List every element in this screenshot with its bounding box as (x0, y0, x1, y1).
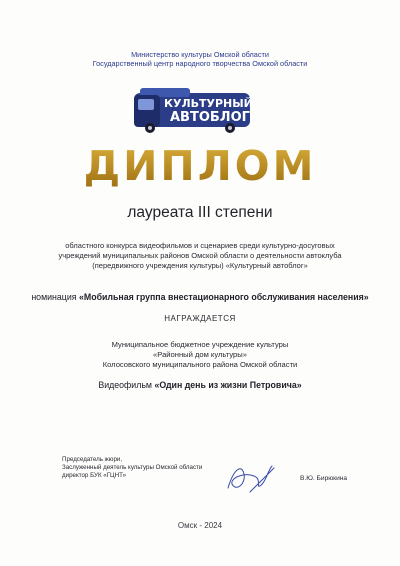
ministry-header: Министерство культуры Омской области (131, 50, 269, 59)
nomination (0, 292, 400, 302)
logo-line2: АВТОБЛОГ (170, 110, 250, 125)
signatory-line-1: Председатель жюри, (62, 456, 123, 463)
description-line-2: учреждений муниципальных районов Омской области о деятельности автоклуба (58, 251, 342, 260)
description-line-3: (передвижного учреждения культуры) «Культурный автоблог» (92, 261, 308, 270)
signatory-name: В.Ю. Бирюкина (300, 475, 348, 482)
handwritten-signature (220, 458, 280, 498)
description-line-1: областного конкурса видеофильмов и сценариев среди культурно-досуговых (65, 241, 335, 250)
awarded-heading: НАГРАЖДАЕТСЯ (164, 314, 236, 323)
signatory-line-2: Заслуженный деятель культуры Омской области (62, 464, 203, 471)
cultural-autoblog-logo (130, 85, 265, 135)
signatory-block (62, 456, 202, 480)
logo-van-window (138, 99, 154, 110)
laureate-degree: лауреата III степени (127, 204, 273, 221)
logo-line1: КУЛЬТУРНЫЙ (164, 97, 253, 110)
signatory-line-3: директор БУК «ГЦНТ» (62, 472, 127, 479)
film (0, 380, 400, 390)
diploma-title: ДИПЛОМ (0, 142, 400, 190)
footer-city-year: Омск - 2024 (177, 521, 223, 530)
institution-line-2: «Районный дом культуры» (153, 350, 247, 359)
film-label: Видеофильм (98, 380, 152, 390)
institution-line-1: Муниципальное бюджетное учреждение культуры (111, 340, 289, 349)
film-title: «Один день из жизни Петровича» (154, 380, 302, 390)
nomination-value: «Мобильная группа внестационарного обслуживания населения» (78, 292, 369, 302)
center-header: Государственный центр народного творчества Омской области (92, 59, 308, 68)
institution-line-3: Колосовского муниципального района Омской области (102, 360, 298, 369)
nomination-label: номинация (31, 292, 77, 302)
